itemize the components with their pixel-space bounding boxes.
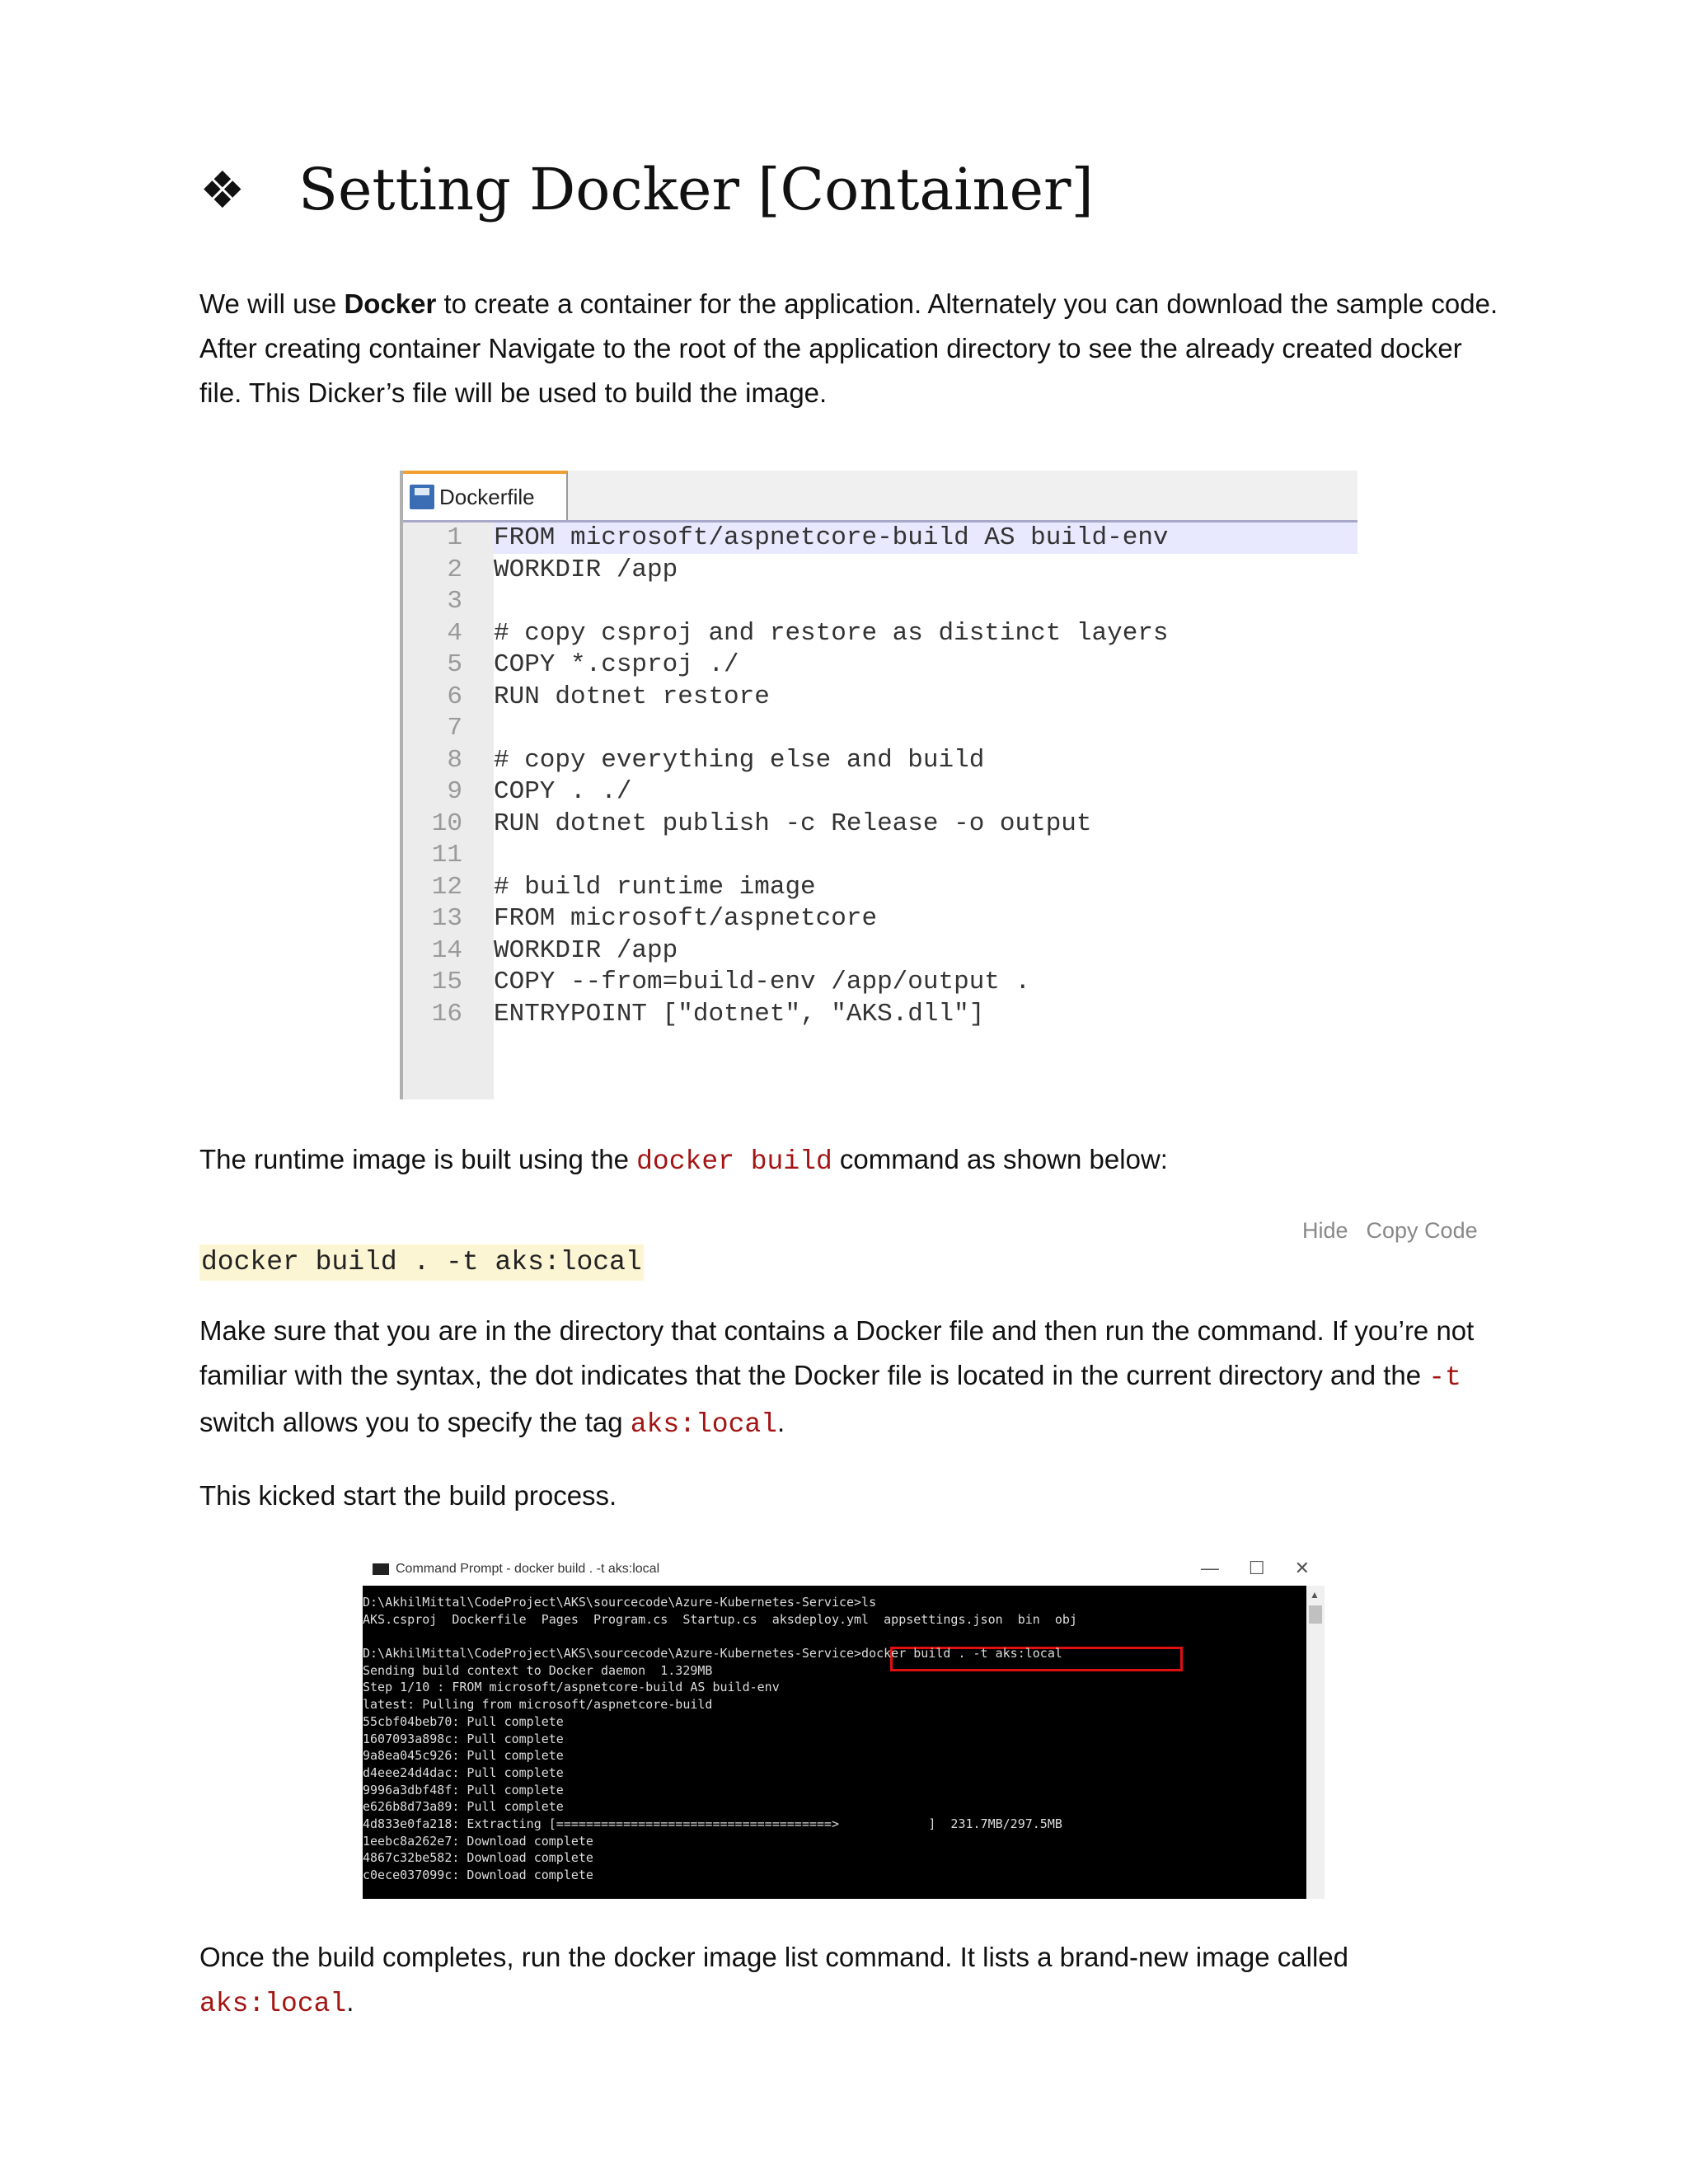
- tab-label: Dockerfile: [439, 484, 535, 509]
- line-text: COPY . ./: [494, 777, 632, 806]
- terminal-title-bar: [363, 1553, 1325, 1586]
- make-sure-paragraph: [199, 1309, 1502, 1447]
- terminal-title: Command Prompt - docker build . -t aks:local: [396, 1562, 660, 1576]
- code-line: [403, 776, 1357, 808]
- make-sure-text-1: Make sure that you are in the directory that contains a Docker file and then run the command. If you’re not familiar with the syntax, the dot indicates that the Docker file is located in the current directory and the: [199, 1315, 1475, 1390]
- line-number: 16: [431, 999, 462, 1029]
- code-line: [403, 713, 1357, 745]
- save-icon: [410, 485, 434, 509]
- line-number: 10: [431, 808, 462, 838]
- line-text: RUN dotnet restore: [494, 682, 770, 711]
- copy-code-link[interactable]: Copy Code: [1366, 1218, 1478, 1243]
- terminal-line: AKS.csproj Dockerfile Pages Program.cs Startup.cs aksdeploy.yml appsettings.json bin obj: [363, 1611, 1077, 1627]
- maximize-icon[interactable]: ☐: [1248, 1558, 1265, 1578]
- terminal-line: 1607093a898c: Pull complete: [363, 1731, 564, 1746]
- code-line: [403, 745, 1357, 777]
- inline-code-t-switch: -t: [1428, 1362, 1461, 1393]
- tab-dockerfile[interactable]: [403, 471, 568, 520]
- terminal-line: 4d833e0fa218: Extracting [=====================================> ] 231.7MB/297.5MB: [363, 1816, 1062, 1831]
- line-number: 15: [431, 968, 462, 996]
- terminal-scrollbar[interactable]: [1306, 1586, 1325, 1899]
- terminal-line: d4eee24d4dac: Pull complete: [363, 1765, 564, 1780]
- kicked-paragraph: This kicked start the build process.: [199, 1480, 617, 1511]
- scrollbar-thumb[interactable]: [1309, 1605, 1322, 1624]
- minimize-icon[interactable]: —: [1200, 1558, 1219, 1578]
- terminal-output[interactable]: [363, 1586, 1306, 1899]
- line-number: 4: [447, 618, 462, 648]
- terminal-line: 9996a3dbf48f: Pull complete: [363, 1782, 564, 1797]
- line-text: WORKDIR /app: [494, 555, 678, 584]
- line-number: 1: [447, 523, 462, 552]
- line-text: COPY *.csproj ./: [494, 650, 739, 679]
- terminal-line: 4867c32be582: Download complete: [363, 1850, 593, 1866]
- terminal-line: Step 1/10 : FROM microsoft/aspnetcore-build AS build-env: [363, 1680, 780, 1695]
- line-text: COPY --from=build-env /app/output .: [494, 968, 1031, 996]
- terminal-line: Sending build context to Docker daemon 1.329MB: [363, 1662, 713, 1678]
- line-number: 12: [431, 872, 462, 902]
- editor-tab-bar: [403, 471, 1357, 523]
- make-sure-text-3: .: [776, 1407, 785, 1437]
- code-line: [403, 586, 1357, 618]
- command-prompt-window: [363, 1553, 1325, 1899]
- line-text: RUN dotnet publish -c Release -o output: [494, 808, 1092, 838]
- terminal-line: [363, 1628, 1306, 1645]
- code-line: [403, 967, 1357, 999]
- line-text: WORKDIR /app: [494, 935, 678, 965]
- line-number: 14: [431, 935, 462, 965]
- window-buttons: [1201, 1558, 1310, 1579]
- section-heading: [199, 148, 1094, 231]
- inline-code-docker-build: docker build: [636, 1146, 832, 1177]
- terminal-line: D:\AkhilMittal\CodeProject\AKS\sourcecode\Azure-Kubernetes-Service>docker build . -t aks:local: [363, 1646, 1062, 1661]
- code-line: [403, 808, 1357, 841]
- final-paragraph: [199, 1935, 1502, 2027]
- line-text: FROM microsoft/aspnetcore-build AS build-env: [494, 523, 1169, 552]
- code-block: docker build . -t aks:local: [199, 1244, 644, 1281]
- code-line: [403, 523, 1357, 555]
- hide-link[interactable]: Hide: [1302, 1218, 1348, 1243]
- code-line: [403, 840, 1357, 872]
- line-number: 3: [447, 587, 462, 616]
- page-title: Setting Docker [Container]: [298, 156, 1094, 223]
- make-sure-text-2: switch allows you to specify the tag: [199, 1407, 631, 1437]
- line-text: # copy everything else and build: [494, 745, 985, 775]
- line-number: 7: [447, 714, 462, 743]
- intro-bold-docker: Docker: [344, 288, 437, 319]
- runtime-text-end: command as shown below:: [832, 1144, 1168, 1174]
- line-text: FROM microsoft/aspnetcore: [494, 904, 878, 933]
- terminal-line: 9a8ea045c926: Pull complete: [363, 1748, 564, 1764]
- intro-text-start: We will use: [199, 288, 345, 319]
- line-text: ENTRYPOINT ["dotnet", "AKS.dll"]: [494, 999, 985, 1029]
- code-line: [403, 649, 1357, 682]
- code-line: [403, 555, 1357, 587]
- line-number: 6: [447, 682, 462, 711]
- final-text-end: .: [346, 1986, 354, 2017]
- line-number: 9: [447, 777, 462, 806]
- close-icon[interactable]: ✕: [1294, 1558, 1310, 1578]
- code-line: [403, 999, 1357, 1031]
- dockerfile-editor: [400, 471, 1357, 1099]
- code-lines[interactable]: [403, 523, 1357, 1030]
- inline-code-aks-local: aks:local: [630, 1409, 777, 1440]
- code-actions: [1302, 1218, 1496, 1244]
- code-line: [403, 935, 1357, 968]
- code-line: [403, 618, 1357, 650]
- line-text: # copy csproj and restore as distinct layers: [494, 618, 1169, 648]
- terminal-line: e626b8d73a89: Pull complete: [363, 1799, 564, 1815]
- code-line: [403, 903, 1357, 935]
- intro-paragraph: [199, 282, 1502, 415]
- terminal-line: 1eebc8a262e7: Download complete: [363, 1833, 593, 1849]
- scroll-up-arrow-icon[interactable]: ▲: [1310, 1589, 1320, 1601]
- terminal-line: 55cbf04beb70: Pull complete: [363, 1713, 564, 1729]
- line-text: # build runtime image: [494, 872, 816, 902]
- line-number: 5: [447, 650, 462, 679]
- terminal-line: D:\AkhilMittal\CodeProject\AKS\sourcecode\Azure-Kubernetes-Service>ls: [363, 1595, 877, 1610]
- terminal-line: c0ece037099c: Download complete: [363, 1868, 593, 1882]
- terminal-line: latest: Pulling from microsoft/aspnetcore-build: [363, 1697, 713, 1713]
- runtime-paragraph: [199, 1137, 1502, 1184]
- line-number: 8: [447, 745, 462, 775]
- cmd-icon: [373, 1563, 389, 1575]
- line-number: 11: [431, 841, 462, 869]
- code-line: [403, 872, 1357, 904]
- runtime-text-start: The runtime image is built using the: [199, 1144, 637, 1174]
- line-number: 2: [447, 555, 462, 584]
- final-text: Once the build completes, run the docker image list command. It lists a brand-new image called: [199, 1942, 1349, 1972]
- line-number: 13: [431, 904, 462, 933]
- diamond-bullet-icon: ❖: [199, 159, 246, 220]
- code-line: [403, 682, 1357, 714]
- intro-text-end: to create a container for the application. Alternately you can download the sample code. After creating container Navigate to the root of the application directory to see the already created docker file. This Dicker’s file will be used to build the image.: [199, 288, 1498, 408]
- inline-code-aks-local-final: aks:local: [199, 1989, 347, 2019]
